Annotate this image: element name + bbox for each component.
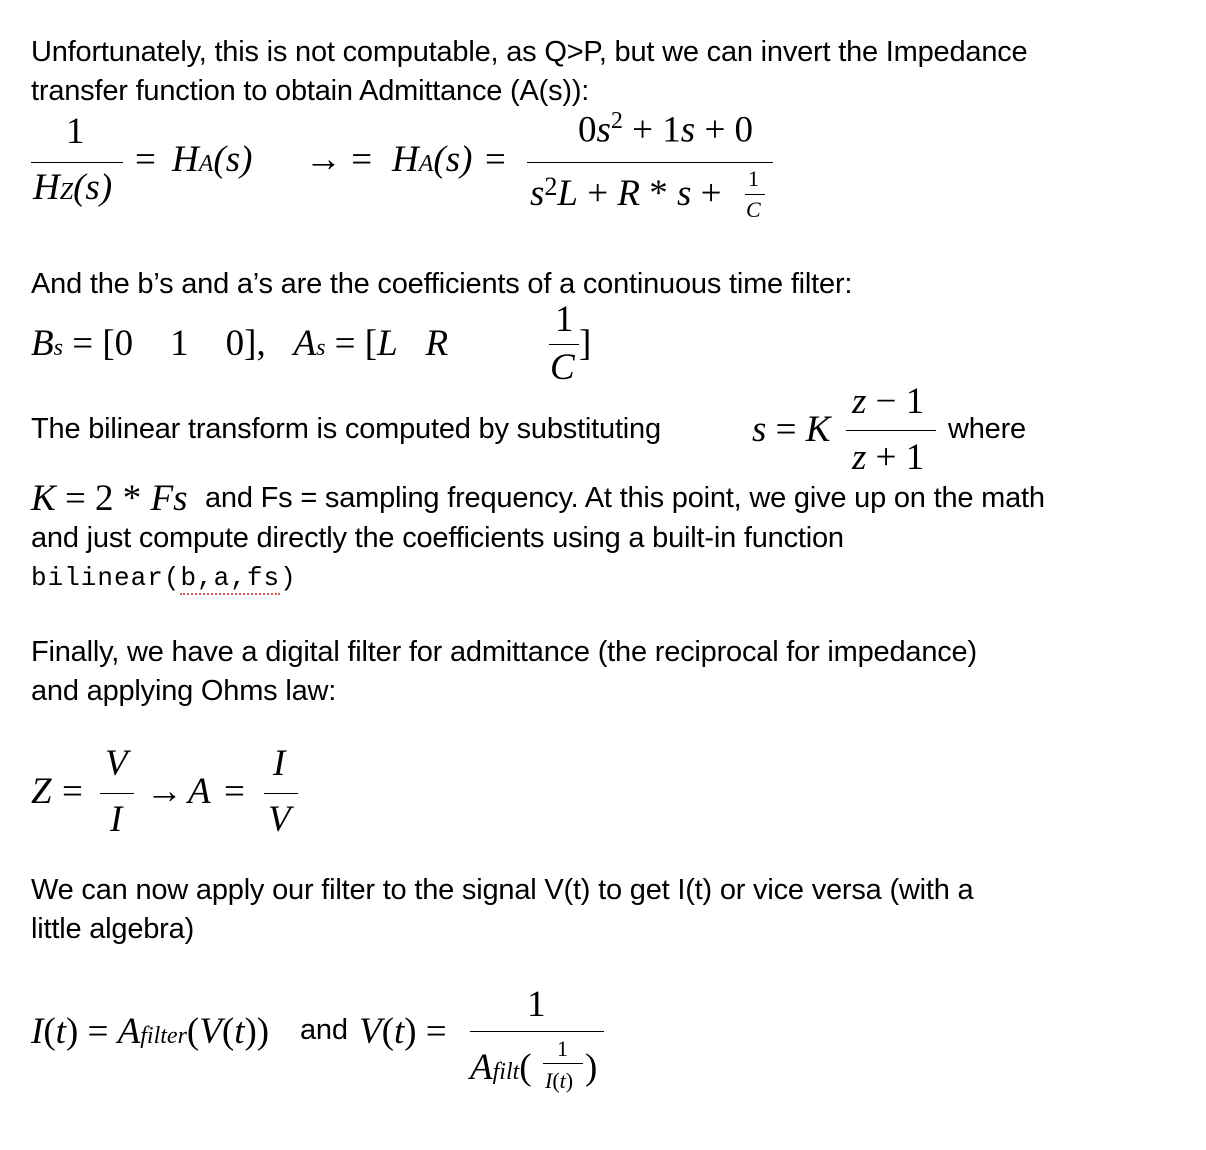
paragraph-line: Finally, we have a digital filter for admittance (the reciprocal for impedance)	[31, 636, 977, 668]
paragraph-line: transfer function to obtain Admittance (A(s)):	[31, 75, 590, 107]
paragraph-line: We can now apply our filter to the signal V(t) to get I(t) or vice versa (with a	[31, 874, 974, 906]
paragraph-word: and	[300, 1014, 348, 1046]
paragraph-line: and just compute directly the coefficients using a built-in function	[31, 522, 844, 554]
paragraph-word: where	[948, 413, 1026, 445]
paragraph-line: and Fs = sampling frequency. At this point, we give up on the math	[205, 482, 1045, 514]
paragraph-line: and applying Ohms law:	[31, 675, 337, 707]
paragraph-line: little algebra)	[31, 913, 195, 945]
paragraph-line: And the b’s and a’s are the coefficients of a continuous time filter:	[31, 268, 853, 300]
code-snippet: bilinear(b,a,fs)	[31, 563, 297, 593]
equation-k-definition: K = 2 * Fs	[31, 478, 188, 519]
paragraph-line: The bilinear transform is computed by substituting	[31, 413, 661, 445]
paragraph-line: Unfortunately, this is not computable, as Q>P, but we can invert the Impedance	[31, 36, 1028, 68]
